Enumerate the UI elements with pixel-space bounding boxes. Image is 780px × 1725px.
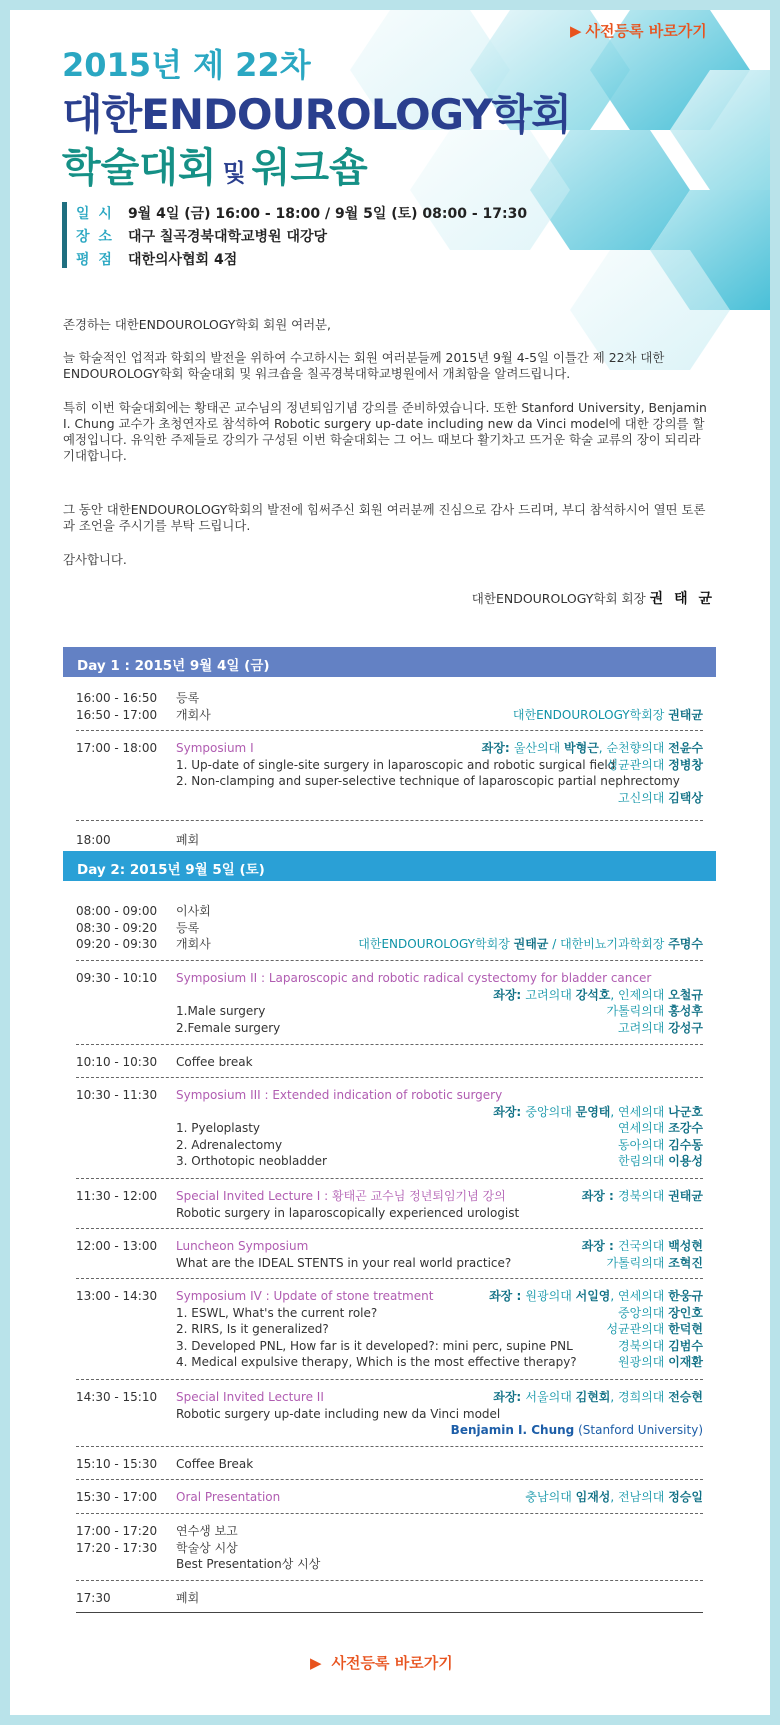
session-title: Oral Presentation — [176, 1490, 281, 1504]
chair-label: 좌장: — [481, 741, 514, 755]
chair-name: 전승현 — [668, 1390, 703, 1404]
agenda-item: 연수생 보고 — [176, 1524, 238, 1538]
chair-affiliation: 울산의대 — [513, 741, 565, 755]
chair-name: 김현회 — [575, 1390, 611, 1404]
chair-name: 서일영 — [575, 1289, 611, 1303]
speaker-affiliation: 대한ENDOUROLOGY학회장 — [358, 937, 514, 951]
divider — [76, 730, 703, 731]
session-title: Luncheon Symposium — [176, 1239, 309, 1253]
chair-name: 오철규 — [668, 987, 703, 1002]
time: 16:50 - 17:00 — [76, 707, 158, 722]
speaker-affiliation: 연세의대 — [618, 1121, 669, 1135]
talk-title: Robotic surgery in laparoscopically experienced urologist — [176, 1205, 520, 1220]
chairs — [482, 740, 703, 757]
agenda-item: 등록 — [176, 691, 200, 705]
agenda-item: 이사회 — [176, 904, 211, 918]
agenda-item: Coffee Break — [176, 1457, 254, 1471]
chair-affiliation: 연세의대 — [618, 1289, 669, 1303]
title-society: 대한ENDOUROLOGY학회 — [62, 90, 571, 139]
speaker-affiliation: 원광의대 — [618, 1355, 669, 1369]
chairs — [493, 987, 703, 1004]
register-link-label: 사전등록 바로가기 — [331, 1654, 453, 1672]
session-title: Symposium I — [176, 741, 254, 755]
talk-title: 2. Non-clamping and super-selective technique of laparoscopic partial nephrectomy — [176, 774, 680, 788]
chair-name: 한웅규 — [668, 1289, 703, 1303]
time: 10:10 - 10:30 — [76, 1055, 158, 1069]
time: 16:00 - 16:50 — [76, 691, 158, 705]
separator: , — [610, 1289, 619, 1303]
speaker-name: 이재환 — [668, 1355, 703, 1369]
time: 13:00 - 14:30 — [76, 1289, 158, 1303]
chair-affiliation: 경희의대 — [618, 1390, 669, 1404]
time: 17:20 - 17:30 — [76, 1540, 158, 1555]
speaker-affiliation: 고신의대 — [618, 790, 669, 805]
agenda-label: 개회사 — [176, 707, 211, 722]
register-link-bottom[interactable] — [310, 1652, 453, 1673]
separator: , — [598, 741, 607, 755]
chair-name: 전윤수 — [668, 741, 703, 755]
divider — [76, 1513, 703, 1514]
session-title: Symposium III : Extended indication of robotic surgery — [176, 1088, 503, 1102]
chair-affiliation: 서울의대 — [525, 1390, 576, 1404]
speaker-affiliation: 가톨릭의대 — [606, 1004, 669, 1018]
speaker-name: 조강수 — [668, 1121, 703, 1135]
time: 08:00 - 09:00 — [76, 904, 158, 918]
speaker-name: 김수동 — [668, 1137, 703, 1152]
info-venue-key: 장 소 — [76, 229, 114, 245]
letter-greeting: 존경하는 대한ENDOUROLOGY학회 회원 여러분, — [63, 317, 331, 332]
divider — [76, 1228, 703, 1229]
time: 15:10 - 15:30 — [76, 1457, 158, 1471]
title-event-and: 및 — [222, 159, 246, 187]
chair-affiliation: 인제의대 — [618, 987, 669, 1002]
chair-label: 좌장 : — [489, 1289, 526, 1303]
chair-label: 좌장 : — [581, 1189, 619, 1203]
chairs — [582, 1238, 703, 1255]
speaker-name: 권태균 — [513, 937, 549, 951]
chair-affiliation: 전남의대 — [618, 1490, 669, 1504]
talk-title: 1. Pyeloplasty — [176, 1121, 261, 1135]
chair-label: 좌장: — [493, 1104, 526, 1119]
chair-name: 권태균 — [668, 1189, 703, 1203]
talk-title: 2.Female surgery — [176, 1020, 281, 1035]
separator: , — [610, 1390, 619, 1404]
triangle-right-icon: ▶ — [310, 1654, 322, 1672]
chairs — [493, 1389, 703, 1406]
speaker-name: 한덕현 — [668, 1322, 703, 1336]
speaker-affiliation: 고려의대 — [618, 1020, 669, 1035]
speaker-affiliation: 대한ENDOUROLOGY학회장 — [512, 707, 669, 722]
page-frame — [10, 10, 770, 1715]
time: 14:30 - 15:10 — [76, 1390, 158, 1404]
triangle-right-icon: ▶ — [570, 22, 582, 40]
divider — [76, 1580, 703, 1581]
session-title: Symposium IV : Update of stone treatment — [176, 1289, 434, 1303]
time: 12:00 - 13:00 — [76, 1239, 158, 1253]
speaker-name: 정병창 — [668, 757, 703, 772]
letter-paragraph-2: 특히 이번 학술대회에는 황태곤 교수님의 정년퇴임기념 강의를 준비하였습니다. 또한 Stanford University, Benjamin I. Chung 교수가 초청연자로 참석하여 Robotic surgery up-date including new da Vinci model에 대한 강의를 할 예정입니다. 유익한 주제들로 강의가 구성된 이번 학술대회는 그 어느 때보다 활기차고 뜨거운 학술 교류의 장이 되리라 기대합니다. — [63, 400, 707, 463]
separator: , — [610, 1104, 619, 1119]
day2-header: Day 2: 2015년 9월 5일 (토) — [63, 851, 716, 881]
chairs — [493, 1104, 703, 1121]
speaker-name: 김택상 — [668, 790, 703, 805]
divider — [76, 1446, 703, 1447]
divider — [76, 820, 703, 821]
divider — [76, 960, 703, 961]
talk-title: 2. RIRS, Is it generalized? — [176, 1322, 329, 1336]
schedule-bottom-rule — [76, 1612, 703, 1613]
agenda-item: 폐회 — [176, 833, 200, 847]
time: 17:00 - 18:00 — [76, 741, 158, 755]
agenda-item — [176, 707, 703, 724]
speaker-name: 강성구 — [668, 1020, 703, 1035]
chairs — [489, 1288, 703, 1305]
chair-affiliation: 원광의대 — [525, 1289, 576, 1303]
info-credit-value: 대한의사협회 4점 — [127, 252, 238, 268]
chair-name: 백성현 — [668, 1239, 703, 1253]
agenda-item: 폐회 — [176, 1591, 200, 1605]
chair-name: 문영태 — [575, 1104, 611, 1119]
chair-affiliation: 경북의대 — [618, 1189, 669, 1203]
info-date-value: 9월 4일 (금) 16:00 - 18:00 / 9월 5일 (토) 08:00 - 17:30 — [127, 206, 528, 222]
chairs — [525, 1489, 703, 1506]
chair-name: 임재성 — [575, 1490, 611, 1504]
time: 17:30 — [76, 1591, 111, 1605]
letter-paragraph-1: 늘 학술적인 업적과 학회의 발전을 위하여 수고하시는 회원 여러분들께 2015년 9월 4-5일 이틀간 제 22차 대한ENDOUROLOGY학회 학술대회 및 워크숍을 칠곡경북대학교병원에서 개최함을 알려드립니다. — [63, 350, 665, 381]
talk-title: 1.Male surgery — [176, 1004, 266, 1018]
info-credit-key: 평 점 — [76, 252, 114, 268]
letter-closing: 감사합니다. — [63, 552, 127, 567]
register-link-top[interactable] — [570, 20, 707, 41]
speaker-affiliation: 성균관의대 — [606, 757, 669, 772]
talk-title: 3. Developed PNL, How far is it developed?: mini perc, supine PNL — [176, 1338, 573, 1353]
chair-label: 좌장: — [493, 987, 526, 1002]
chair-affiliation: 연세의대 — [618, 1104, 669, 1119]
hexagon-background — [350, 10, 770, 370]
chairs — [582, 1188, 703, 1205]
chair-affiliation: 고려의대 — [525, 987, 576, 1002]
time: 08:30 - 09:20 — [76, 920, 158, 935]
info-venue-value: 대구 칠곡경북대학교병원 대강당 — [127, 229, 328, 245]
divider — [76, 1077, 703, 1078]
chair-affiliation: 순천향의대 — [606, 741, 669, 755]
agenda-item: Best Presentation상 시상 — [176, 1557, 321, 1571]
speaker-affiliation: 한림의대 — [618, 1154, 669, 1168]
divider — [76, 1044, 703, 1045]
letter-paragraph-3: 그 동안 대한ENDOUROLOGY학회의 발전에 힘써주신 회원 여러분께 진심으로 감사 드리며, 부디 참석하시어 열띤 토론과 조언을 주시기를 부탁 드립니다. — [63, 502, 706, 533]
chair-name: 박형근 — [564, 741, 599, 755]
info-venue — [76, 226, 327, 246]
speaker-name: 주명수 — [668, 937, 703, 951]
chair-affiliation: 중앙의대 — [525, 1104, 576, 1119]
divider — [76, 1278, 703, 1279]
speaker-name: 김범수 — [668, 1338, 703, 1353]
speaker-affiliation: 가톨릭의대 — [606, 1255, 669, 1270]
speaker-affiliation: 동아의대 — [618, 1137, 669, 1152]
agenda-item: 등록 — [176, 920, 200, 935]
time: 10:30 - 11:30 — [76, 1088, 158, 1102]
speaker-name: 조혁진 — [668, 1255, 703, 1270]
register-link-label: 사전등록 바로가기 — [585, 22, 707, 40]
time: 17:00 - 17:20 — [76, 1524, 158, 1538]
chair-label: 좌장: — [493, 1390, 526, 1404]
title-event-a: 학술대회 — [62, 145, 217, 191]
chair-affiliation: 건국의대 — [618, 1239, 669, 1253]
talk-title: 4. Medical expulsive therapy, Which is the most effective therapy? — [176, 1355, 577, 1369]
speaker-affiliation: 중앙의대 — [618, 1305, 669, 1320]
divider — [76, 1178, 703, 1179]
talk-title: Robotic surgery up-date including new da Vinci model — [176, 1406, 501, 1421]
time: 11:30 - 12:00 — [76, 1189, 158, 1203]
chair-name: 강석호 — [575, 987, 611, 1002]
talk-title: 1. ESWL, What's the current role? — [176, 1305, 378, 1320]
speaker-name: 이용성 — [668, 1154, 703, 1168]
agenda-item: 개회사 — [176, 937, 211, 951]
info-date-key: 일 시 — [76, 206, 114, 222]
time: 15:30 - 17:00 — [76, 1490, 158, 1504]
time: 18:00 — [76, 833, 111, 847]
title-event — [62, 136, 368, 193]
title-year: 2015년 제 22차 — [62, 46, 311, 84]
chair-affiliation: 충남의대 — [525, 1490, 576, 1504]
letter-signature — [472, 588, 715, 608]
agenda-item: Coffee break — [176, 1055, 253, 1069]
day1-header: Day 1 : 2015년 9월 4일 (금) — [63, 647, 716, 677]
time: 09:20 - 09:30 — [76, 937, 158, 951]
speaker-name: 장인호 — [668, 1305, 703, 1320]
talk-title: 2. Adrenalectomy — [176, 1137, 283, 1152]
session-title: Symposium II : Laparoscopic and robotic radical cystectomy for bladder cancer — [176, 971, 652, 985]
speaker-name: Benjamin I. Chung — [450, 1423, 575, 1437]
chair-label: 좌장 : — [581, 1239, 619, 1253]
talk-title: What are the IDEAL STENTS in your real world practice? — [176, 1255, 512, 1270]
chair-name: 정승일 — [668, 1490, 703, 1504]
divider — [76, 1479, 703, 1480]
title-event-b: 워크숍 — [251, 145, 368, 191]
info-accent-bar — [62, 202, 67, 268]
speaker-affiliation: / 대한비뇨기과학회장 — [548, 937, 669, 951]
separator: , — [610, 987, 619, 1002]
separator: , — [610, 1490, 619, 1504]
talk-title: 3. Orthotopic neobladder — [176, 1154, 327, 1168]
session-title: Special Invited Lecture II — [176, 1390, 324, 1404]
divider — [76, 1379, 703, 1380]
chair-name: 나군호 — [668, 1104, 703, 1119]
speaker-affiliation: (Stanford University) — [574, 1423, 703, 1437]
speaker-name: 권태균 — [668, 707, 703, 722]
time: 09:30 - 10:10 — [76, 971, 158, 985]
speaker-affiliation: 성균관의대 — [606, 1322, 669, 1336]
info-credit — [76, 249, 237, 269]
session-title: Special Invited Lecture I : 황태곤 교수님 정년퇴임기념 강의 — [176, 1189, 506, 1203]
speaker-name: 홍성후 — [668, 1004, 703, 1018]
agenda-item: 학술상 시상 — [176, 1540, 238, 1555]
info-date — [76, 203, 527, 223]
speaker-affiliation: 경북의대 — [618, 1338, 669, 1353]
talk-title: 1. Up-date of single-site surgery in laparoscopic and robotic surgical field — [176, 757, 616, 772]
signature-title: 대한ENDOUROLOGY학회 회장 — [471, 591, 646, 606]
signature-name: 권 태 균 — [649, 591, 715, 607]
